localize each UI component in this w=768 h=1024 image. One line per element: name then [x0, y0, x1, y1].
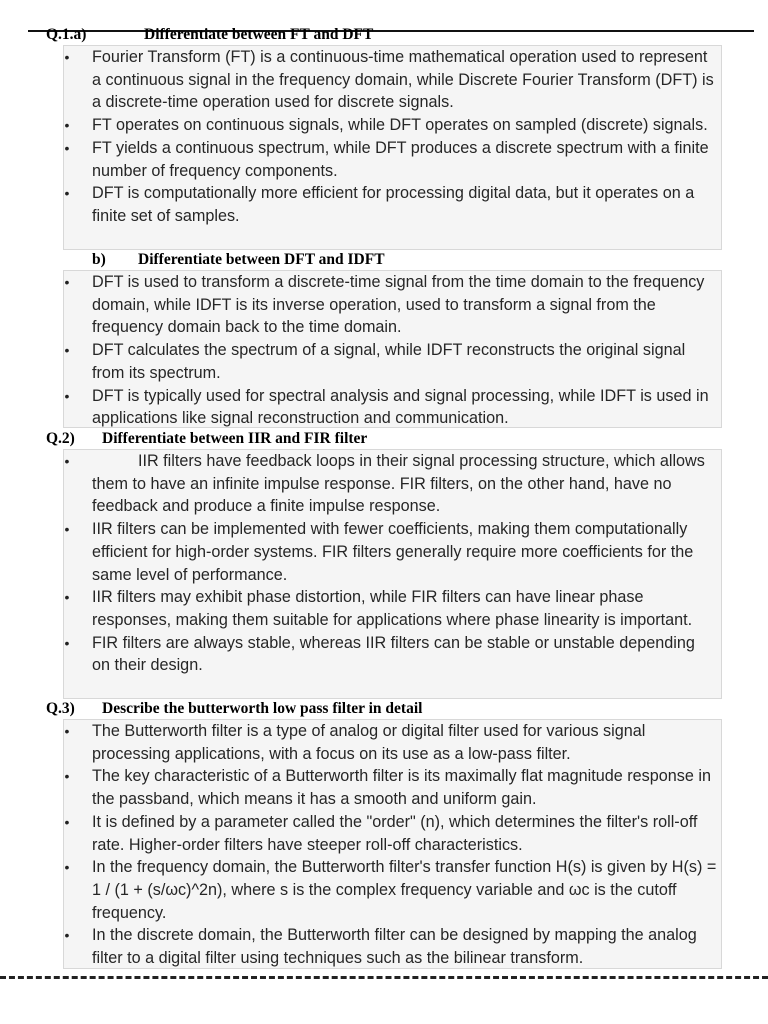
item-text: DFT calculates the spectrum of a signal, while IDFT reconstructs the original signal from its spectrum. — [92, 341, 686, 382]
question-title: Differentiate between FT and DFT — [144, 26, 374, 43]
list-item — [64, 811, 721, 856]
list-item — [64, 518, 721, 586]
question-number: Q.1.a) — [46, 26, 87, 43]
bullet-icon: • — [64, 49, 70, 65]
list-item — [64, 271, 721, 339]
bullet-icon: • — [64, 768, 70, 785]
item-text: DFT is computationally more efficient for processing digital data, but it operates on a finite set of samples. — [92, 184, 695, 225]
item-text: IIR filters may exhibit phase distortion, while FIR filters can have linear phase responses, making them suitable for applications where phase linearity is important. — [92, 588, 693, 629]
question-3-heading — [46, 700, 422, 718]
list-item — [64, 632, 721, 677]
bullet-icon: • — [64, 927, 70, 944]
bullet-icon: • — [64, 274, 70, 290]
item-text: DFT is used to transform a discrete-time signal from the time domain to the frequency domain, while IDFT is its inverse operation, used to transform a signal from the frequency domain back to the time domain. — [92, 273, 705, 337]
bullet-icon: • — [64, 859, 70, 876]
bullet-icon: • — [64, 453, 70, 469]
list-item — [64, 586, 721, 631]
item-text: The key characteristic of a Butterworth filter is its maximally flat magnitude response in the passband, which means it has a smooth and uniform gain. — [92, 767, 711, 809]
answer-box-2 — [63, 449, 722, 699]
bullet-list — [64, 46, 721, 228]
item-text: DFT is typically used for spectral analysis and signal processing, while IDFT is used in applications like signal reconstruction and communication. — [92, 386, 709, 428]
item-text: The Butterworth filter is a type of analog or digital filter used for various signal processing applications, with a focus on its use as a low-pass filter. — [92, 722, 646, 763]
question-number: b) — [92, 251, 106, 268]
item-text: Fourier Transform (FT) is a continuous-time mathematical operation used to represent a continuous signal in the frequency domain, while Discrete Fourier Transform (DFT) is a discrete-time operation used for discrete signals. — [92, 48, 714, 112]
bullet-icon: • — [64, 117, 70, 134]
item-text: In the frequency domain, the Butterworth filter's transfer function H(s) is given by H(s) = 1 / (1 + (s/ωc)^2n), where s is the complex frequency variable and ωc is the cutoff frequency. — [92, 858, 717, 922]
list-item — [64, 339, 721, 384]
question-2-heading — [46, 430, 367, 448]
question-1a-heading — [46, 26, 373, 44]
list-item — [64, 765, 721, 810]
bullet-icon: • — [64, 634, 70, 651]
list-item — [64, 137, 721, 182]
list-item — [64, 114, 721, 137]
item-text: FIR filters are always stable, whereas IIR filters can be stable or unstable depending on their design. — [92, 633, 695, 675]
bullet-icon: • — [64, 723, 70, 739]
answer-box-3 — [63, 719, 722, 969]
item-text: FT operates on continuous signals, while DFT operates on sampled (discrete) signals. — [92, 116, 708, 135]
question-title: Differentiate between IIR and FIR filter — [102, 430, 368, 447]
bullet-icon: • — [64, 521, 70, 538]
question-number: Q.3) — [46, 700, 75, 717]
list-item — [64, 450, 721, 518]
question-title: Differentiate between DFT and IDFT — [138, 251, 385, 268]
bullet-list — [64, 450, 721, 677]
item-text: FT yields a continuous spectrum, while DFT produces a discrete spectrum with a finite number of frequency components. — [92, 138, 709, 180]
bullet-icon: • — [64, 139, 70, 156]
item-text: In the discrete domain, the Butterworth filter can be designed by mapping the analog filter to a digital filter using techniques such as the bilinear transform. — [92, 926, 697, 968]
list-item — [64, 385, 721, 430]
bullet-icon: • — [64, 813, 70, 830]
question-1b-heading — [92, 251, 385, 269]
list-item — [64, 46, 721, 114]
item-text: It is defined by a parameter called the "order" (n), which determines the filter's roll-off rate. Higher-order filters have steeper roll-off characteristics. — [92, 812, 698, 854]
bullet-list — [64, 720, 721, 970]
list-item — [64, 924, 721, 969]
answer-box-1b — [63, 270, 722, 428]
question-title: Describe the butterworth low pass filter in detail — [102, 700, 423, 717]
list-item — [64, 182, 721, 227]
item-text: IIR filters can be implemented with fewer coefficients, making them computationally efficient for high-order systems. FIR filters generally require more coefficients for the same level of performance. — [92, 520, 694, 584]
bottom-dashed-rule — [0, 976, 768, 979]
item-text: IIR filters have feedback loops in their signal processing structure, which allows them to have an infinite impulse response. FIR filters, on the other hand, have no feedback and produce a finite impulse response. — [92, 452, 705, 516]
list-item — [64, 856, 721, 924]
question-number: Q.2) — [46, 430, 75, 447]
bullet-icon: • — [64, 387, 70, 404]
bullet-list — [64, 271, 721, 430]
answer-box-1a — [63, 45, 722, 250]
bullet-icon: • — [64, 589, 70, 606]
list-item — [64, 720, 721, 765]
bullet-icon: • — [64, 342, 70, 359]
bullet-icon: • — [64, 185, 70, 202]
